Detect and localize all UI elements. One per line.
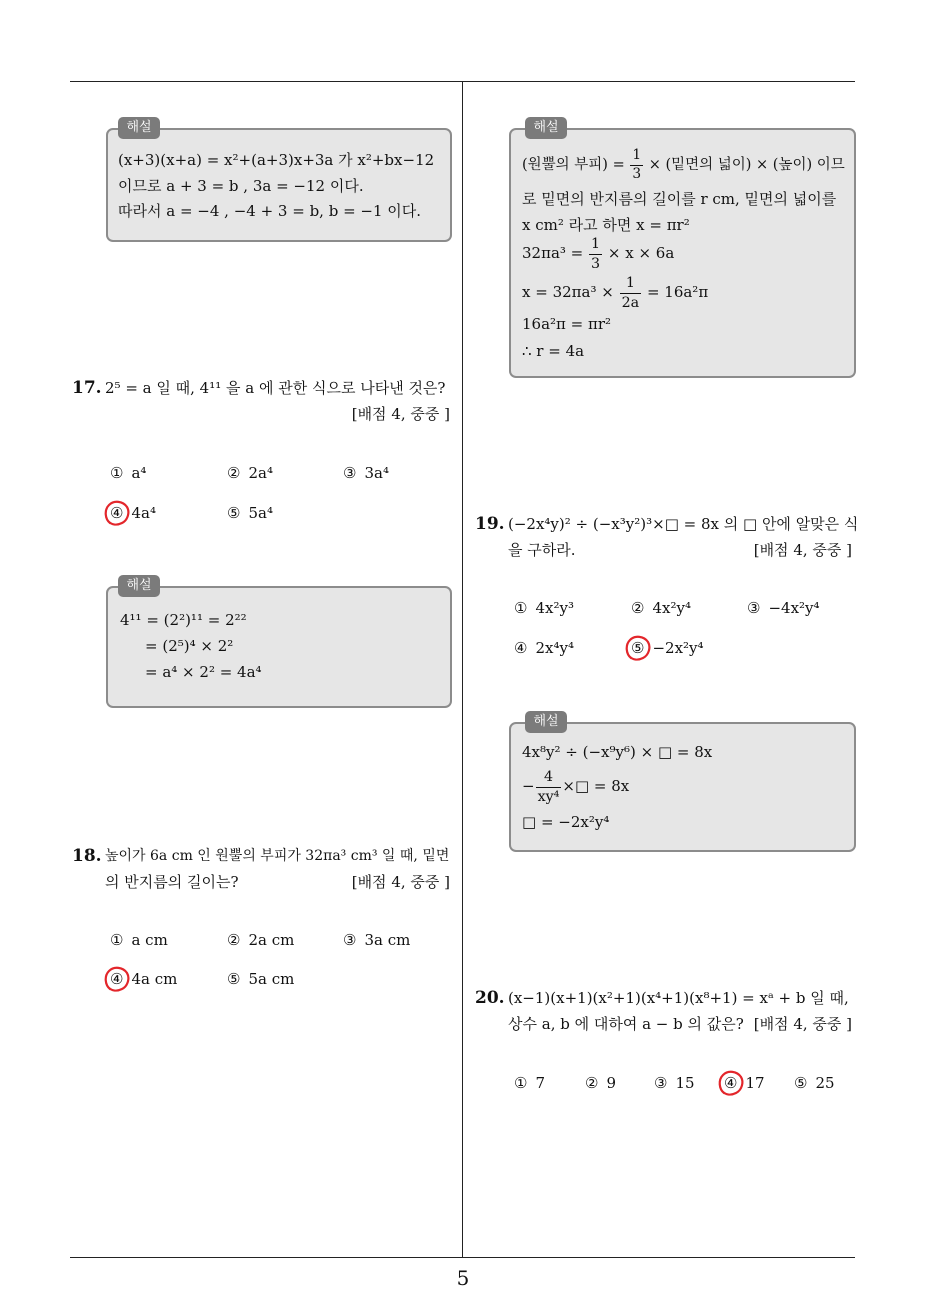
choice-text: 5a cm [248,970,295,988]
choice-4 [514,635,574,661]
choice-2 [585,1070,616,1096]
choice-1 [514,595,574,621]
solution-line [522,272,846,312]
choice-text: 2a cm [248,931,295,949]
choice-number: ⑤ [794,1074,808,1092]
choice-number: ⑤ [227,504,241,522]
question-text-continued: 의 반지름의 길이는? [105,873,239,891]
solution-line: 따라서 a = −4 , −4 + 3 = b, b = −1 이다. [118,202,422,220]
fraction-numerator: 1 [630,148,643,166]
choice-number: ⑤ [227,970,241,988]
solution-label: 해설 [525,117,567,139]
choice-text: −4x²y⁴ [768,599,820,617]
page-number: 5 [456,1266,470,1290]
score-label: [배점 4, 중중 ] [753,541,852,559]
answer-circle-mark [102,498,132,528]
solution-line: ∴ r = 4a [522,342,585,360]
fraction-numerator: 4 [536,769,562,787]
solution-line [522,146,846,184]
fraction-denominator: 3 [591,255,601,272]
choice-2 [227,460,273,486]
solution-line: 4x⁸y² ÷ (−x⁹y⁶) × □ = 8x [522,743,713,761]
solution-line: 로 밑면의 반지름의 길이를 r cm, 밑면의 넓이를 [522,190,837,208]
score-label: [배점 4, 중중 ] [351,873,450,891]
choice-3 [343,927,410,953]
expression-text: 32πa³ = [522,244,584,262]
choice-text: 3a⁴ [364,464,389,482]
choice-number: ③ [747,599,761,617]
fraction [630,148,643,183]
expression-text: x = 32πa³ × [522,283,614,301]
choice-text: 5a⁴ [248,504,273,522]
column-divider [462,82,463,1258]
fraction [620,275,642,311]
choice-text: 3a cm [364,931,411,949]
question-text-line2 [508,1011,857,1037]
choice-1 [110,927,168,953]
choice-text: 2a⁴ [248,464,273,482]
choice-3 [343,460,389,486]
question-text: 2⁵ = a 일 때, 4¹¹ 을 a 에 관한 식으로 나타낸 것은? [105,379,446,397]
solution-line [522,766,846,806]
choice-text: 2x⁴y⁴ [535,639,574,657]
choice-number: ② [631,599,645,617]
choice-number: ④ [724,1070,737,1096]
choice-5 [227,500,273,526]
choice-number: ① [110,464,124,482]
choice-text: 4a⁴ [131,504,156,522]
question-text-continued: 상수 a, b 에 대하여 a − b 의 값은? [508,1015,744,1033]
choice-number: ① [110,931,124,949]
solution-line: 16a²π = πr² [522,315,612,333]
choice-2 [631,595,691,621]
score-label: [배점 4, 중중 ] [351,405,450,423]
fraction [589,236,602,272]
choice-number: ② [227,464,241,482]
solution-box [106,578,452,708]
choice-text: 7 [535,1074,545,1092]
choice-number: ③ [343,464,357,482]
expression-text: (원뿔의 부피) = [522,157,625,173]
question-text: (−2x⁴y)² ÷ (−x³y²)³×□ = 8x 의 □ 안에 알맞은 식 [508,515,859,533]
question-number: 20. [475,988,505,1008]
fraction-numerator: 1 [589,236,602,254]
choice-number: ② [227,931,241,949]
fraction [536,769,562,805]
question-text: (x−1)(x+1)(x²+1)(x⁴+1)(x⁸+1) = xᵃ + b 일 때, [508,989,849,1007]
solution-line: 4¹¹ = (2²)¹¹ = 2²² [120,611,247,629]
solution-line [522,236,846,270]
question-number: 19. [475,514,505,534]
question-number: 17. [72,378,102,398]
choice-4 [110,500,156,526]
fraction-denominator: xy⁴ [537,788,560,805]
choice-number: ③ [343,931,357,949]
choice-text: 9 [606,1074,616,1092]
fraction-denominator: 2a [621,294,640,311]
solution-box [509,714,856,852]
choice-text: 4x²y⁴ [652,599,691,617]
question-text-line2 [508,537,857,563]
choice-text: a⁴ [131,464,147,482]
choice-2 [227,927,294,953]
score-label: [배점 4, 중중 ] [753,1015,852,1033]
question-text-line2 [105,869,455,895]
choice-text: 17 [745,1074,765,1092]
choice-4 [724,1070,765,1096]
choice-text: 25 [815,1074,835,1092]
solution-line: □ = −2x²y⁴ [522,813,610,831]
choice-text: 15 [675,1074,695,1092]
question-text-continued: 을 구하라. [508,541,576,559]
choice-5 [631,635,704,661]
choice-1 [514,1070,545,1096]
choice-number: ④ [514,639,528,657]
solution-line: = (2⁵)⁴ × 2² [145,637,234,655]
expression-text: × (밑면의 넓이) × (높이) 이므 [648,157,845,173]
choice-text: a cm [131,931,168,949]
solution-box [106,120,452,242]
choice-3 [654,1070,695,1096]
solution-line: (x+3)(x+a) = x²+(a+3)x+3a 가 x²+bx−12 [118,151,435,169]
choice-number: ④ [110,966,123,992]
choice-number: ⑤ [631,635,644,661]
choice-3 [747,595,820,621]
expression-text: × x × 6a [607,244,675,262]
question-number: 18. [72,846,102,866]
choice-5 [794,1070,835,1096]
answer-circle-mark [102,964,132,994]
choice-text: −2x²y⁴ [652,639,704,657]
choice-number: ① [514,599,528,617]
choice-number: ③ [654,1074,668,1092]
solution-label: 해설 [118,117,160,139]
choice-5 [227,966,294,992]
choice-1 [110,460,146,486]
expression-text: ×□ = 8x [562,777,630,795]
fraction-denominator: 3 [632,165,642,182]
question-text: 높이가 6a cm 인 원뿔의 부피가 32πa³ cm³ 일 때, 밑면 [105,848,450,864]
solution-line: x cm² 라고 하면 x = πr² [522,216,690,234]
solution-line: = a⁴ × 2² = 4a⁴ [145,663,262,681]
answer-circle-mark [716,1068,746,1098]
choice-number: ② [585,1074,599,1092]
choice-number: ④ [110,500,123,526]
bottom-rule [70,1257,855,1258]
expression-text: = 16a²π [646,283,709,301]
solution-line: 이므로 a + 3 = b , 3a = −12 이다. [118,177,364,195]
solution-label: 해설 [525,711,567,733]
expression-text: − [522,777,535,795]
choice-4 [110,966,177,992]
choice-number: ① [514,1074,528,1092]
solution-label: 해설 [118,575,160,597]
fraction-numerator: 1 [620,275,642,293]
choice-text: 4a cm [131,970,178,988]
answer-circle-mark [623,633,653,663]
solution-box [509,120,856,378]
question-text-line2 [105,401,455,427]
choice-text: 4x²y³ [535,599,574,617]
